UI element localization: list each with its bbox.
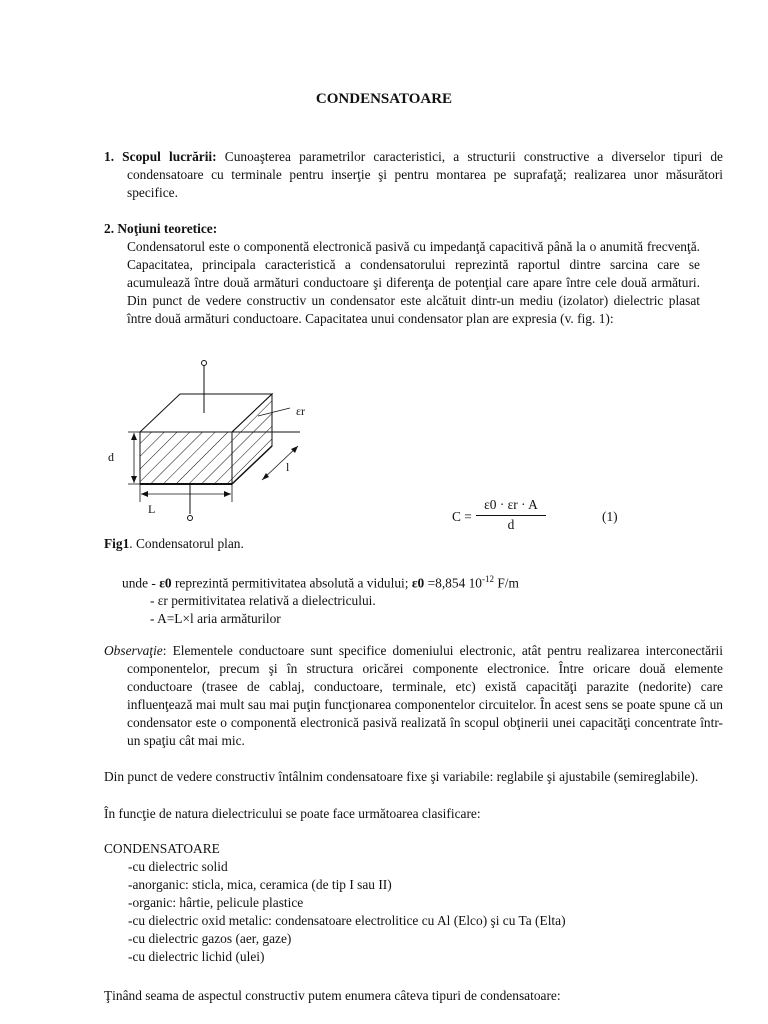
page-title: CONDENSATOARE (315, 91, 453, 107)
def-epsilon0: ε0 (159, 575, 172, 591)
section-1-text: Cunoaşterea parametrilor caracteristici, a structurii constructive a diverselor tipuri de condensatoare cu terminale pentru inserţie şi pentru montarea pe suprafaţă; realizarea unor măsurători specifice. (127, 149, 723, 200)
def-exponent: -12 (482, 574, 495, 584)
observation-text: : Elementele conductoare sunt specifice domeniului electronic, atât pentru realizarea interconectării componentelor, precum şi în structura oricărei componente electronice. Între oricare două elemente conductoare (trasee de cablaj, conductoare, terminale, etc) există capacităţi parazite (nedorite) care influenţează mai mult sau mai puţin funcţionarea componentelor circuitelor. În acest sens se poate spune că un condensator este o componentă electronică pasivă realizată în scopul obţinerii unei capacităţi concentrate într-un spaţiu cât mai mic. (127, 643, 723, 748)
def-mid: reprezintă permitivitatea absolută a vidului; (171, 575, 412, 591)
definition-line-1 (122, 570, 702, 592)
observation-label: Observaţie (104, 643, 163, 658)
def-unit: F/m (494, 575, 519, 591)
paragraph-classification-intro: În funcţie de natura dielectricului se poate face următoarea clasificare: (104, 806, 481, 821)
list-item: -cu dielectric lichid (ulei) (128, 949, 265, 964)
definition-line-2: - εr permitivitatea relativă a dielectricului. (150, 593, 376, 609)
section-2-text: Condensatorul este o componentă electronică pasivă cu impedanţă capacitivă până la o anumită frecvenţă. Capacitatea, principala caracteristică a condensatorului reprezintă raportul dintre sarcina care se acumulează între două armături conductoare şi diferenţa de potenţial care apare între cele două armături. Din punct de vedere constructiv un condensator este alcătuit dintr-un mediu (izolator) dielectric plasat între două armături conductoare. Capacitatea unui condensator plan are expresia (v. fig. 1): (127, 239, 700, 326)
capacitance-formula (452, 496, 632, 536)
figure-caption-text: . Condensatorul plan. (129, 536, 244, 551)
section-1 (104, 148, 723, 202)
classification-heading: CONDENSATOARE (104, 841, 220, 856)
classification-list (104, 840, 700, 966)
list-item: -anorganic: sticla, mica, ceramica (de tip I sau II) (128, 877, 392, 892)
paragraph-types-intro: Ţinând seama de aspectul constructiv putem enumera câteva tipuri de condensatoare: (104, 988, 561, 1003)
section-2 (104, 220, 700, 328)
section-1-heading: 1. Scopul lucrării: (104, 149, 217, 164)
label-d: d (108, 450, 114, 464)
front-dielectric (140, 432, 232, 484)
figure-caption (104, 535, 244, 553)
equation-number: (1) (602, 509, 618, 524)
label-L: L (148, 502, 156, 516)
formula-numerator: ε0 · εr · A (476, 496, 546, 516)
definition-line-3: - A=L×l aria armăturilor (150, 611, 281, 627)
formula-denominator: d (507, 517, 515, 532)
def-value: =8,854 10 (424, 575, 483, 591)
figure-caption-label: Fig1 (104, 536, 130, 551)
list-item: -cu dielectric solid (128, 859, 228, 874)
list-item: -cu dielectric gazos (aer, gaze) (128, 931, 292, 946)
observation (104, 642, 723, 750)
section-2-heading: 2. Noţiuni teoretice: (104, 221, 218, 236)
paragraph-fixed-variable: Din punct de vedere constructiv întâlnim condensatoare fixe şi variabile: reglabile şi ajustabile (semireglabile). (104, 769, 699, 784)
formula-lhs: C = (452, 509, 472, 524)
formula-fraction (476, 496, 546, 534)
list-item: -organic: hârtie, pelicule plastice (128, 895, 304, 910)
label-l: l (286, 460, 290, 474)
capacitor-figure (100, 356, 320, 528)
definitions (122, 570, 702, 628)
def-prefix: unde - (122, 575, 160, 591)
def-epsilon0-2: ε0 (411, 575, 425, 591)
label-er: εr (296, 404, 306, 418)
list-item: -cu dielectric oxid metalic: condensatoare electrolitice cu Al (Elco) şi cu Ta (Elta) (128, 913, 566, 928)
